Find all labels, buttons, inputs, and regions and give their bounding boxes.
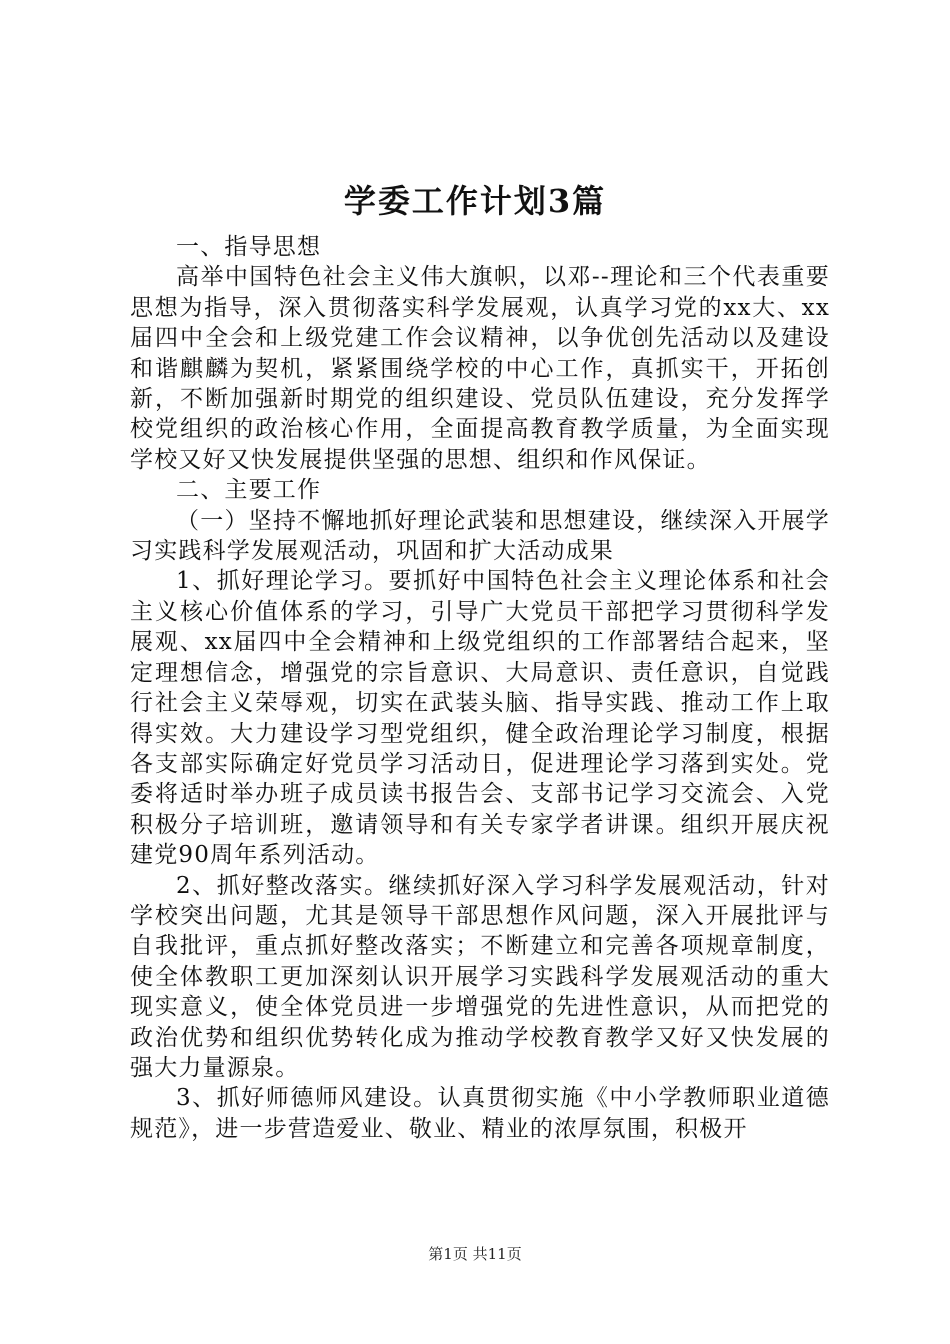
subsection-heading: （一）坚持不懈地抓好理论武装和思想建设，继续深入开展学习实践科学发展观活动，巩固和扩大活动成果 (130, 507, 830, 565)
document-title: 学委工作计划3篇 (343, 182, 607, 220)
document-body (130, 232, 830, 1144)
paragraph: 1、抓好理论学习。要抓好中国特色社会主义理论体系和社会主义核心价值体系的学习，引导广大党员干部把学习贯彻科学发展观、xx届四中全会精神和上级党组织的工作部署结合起来，坚定理想信念，增强党的宗旨意识、大局意识、责任意识，自觉践行社会主义荣辱观，切实在武装头脑、指导实践、推动工作上取得实效。大力建设学习型党组织，健全政治理论学习制度，根据各支部实际确定好党员学习活动日，促进理论学习落到实处。党委将适时举办班子成员读书报告会、支部书记学习交流会、入党积极分子培训班，邀请领导和有关专家学者讲课。组织开展庆祝建党90周年系列活动。 (130, 568, 830, 869)
section-heading: 二、主要工作 (176, 477, 322, 504)
paragraph: 2、抓好整改落实。继续抓好深入学习科学发展观活动，针对学校突出问题，尤其是领导干部思想作风问题，深入开展批评与自我批评，重点抓好整改落实；不断建立和完善各项规章制度，使全体教职工更加深刻认识开展学习实践科学发展观活动的重大现实意义，使全体党员进一步增强党的先进性意识，从而把党的政治优势和组织优势转化成为推动学校教育教学又好又快发展的强大力量源泉。 (130, 872, 830, 1081)
page-number-footer: 第1页 共11页 (428, 1245, 522, 1263)
paragraph: 3、抓好师德师风建设。认真贯彻实施《中小学教师职业道德规范》，进一步营造爱业、敬业、精业的浓厚氛围，积极开 (130, 1085, 830, 1142)
section-heading: 一、指导思想 (176, 234, 322, 260)
paragraph: 高举中国特色社会主义伟大旗帜，以邓--理论和三个代表重要思想为指导，深入贯彻落实科学发展观，认真学习党的xx大、xx届四中全会和上级党建工作会议精神，以争优创先活动以及建设和谐麒麟为契机，紧紧围绕学校的中心工作，真抓实干，开拓创新，不断加强新时期党的组织建设、党员队伍建设，充分发挥学校党组织的政治核心作用，全面提高教育教学质量，为全面实现学校又好又快发展提供坚强的思想、组织和作风保证。 (130, 264, 830, 473)
